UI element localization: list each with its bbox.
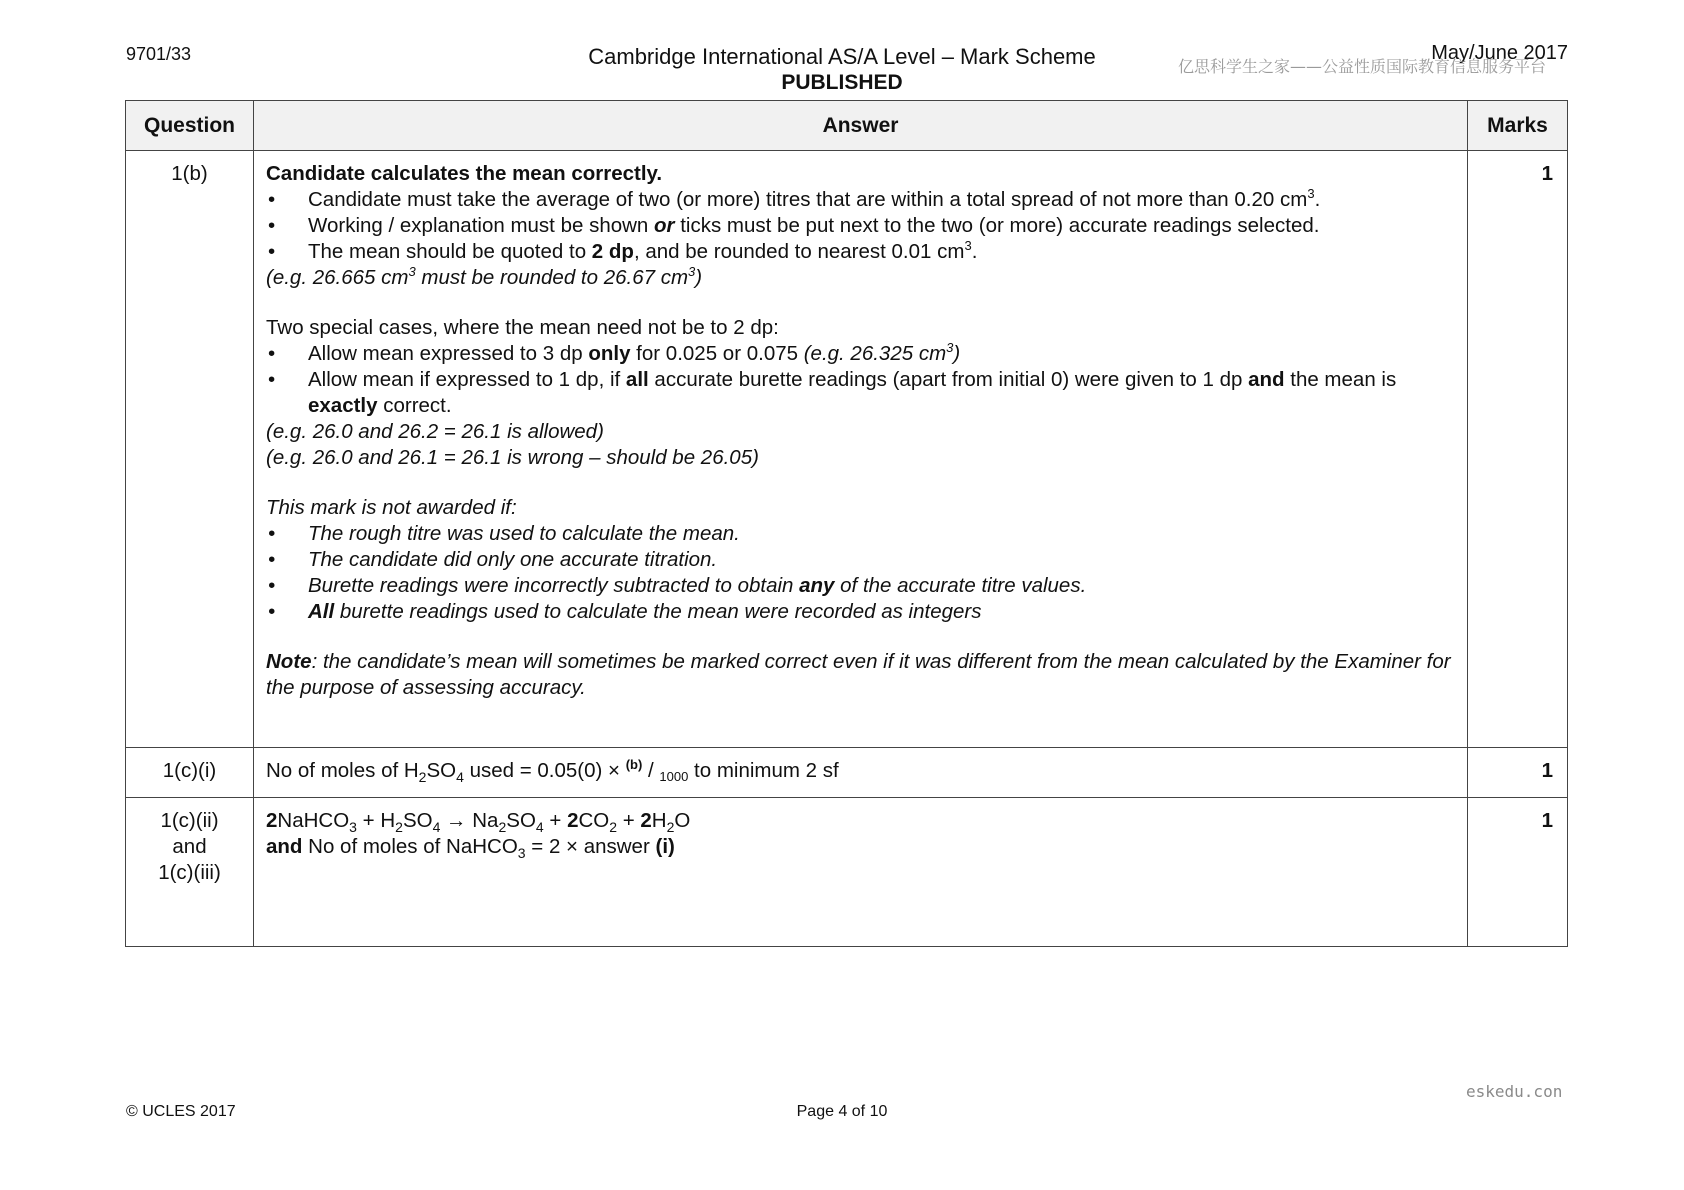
list-item: • The rough titre was used to calculate the mean. [266,521,1457,547]
special-cases-heading: Two special cases, where the mean need not be to 2 dp: [266,316,779,339]
answer-heading: Candidate calculates the mean correctly. [266,162,663,185]
example-text: (e.g. 26.665 $cm^3$ must be rounded to 26.67 $cm^3$) [266,264,703,289]
site-watermark: eskedu.con [1466,1082,1563,1101]
list-item: • Candidate must take the average of two (or more) titres that are within a total spread of not more than 0.20 $cm^3$. [266,187,1457,213]
list-item: • Allow mean expressed to 3 dp only for 0.025 or 0.075 (e.g. 26.325 $cm^3$) [266,341,1457,367]
table-row [126,151,1568,748]
answer-cell: No of moles of $H_2SO_4$ used = 0.05(0) × $^{(b)}$ / 1000 to minimum 2 sf [254,748,1468,798]
marks-value: 1 [1468,798,1568,947]
paper-code: 9701/33 [126,44,192,64]
answer-cell [254,151,1468,748]
not-awarded-heading: This mark is not awarded if: [266,496,517,519]
list-item: • All burette readings used to calculate the mean were recorded as integers [266,599,1457,625]
column-header-answer: Answer [254,101,1468,151]
moles-line: and No of moles of NaHCO$_3$ = 2 × answer (i) [266,835,675,862]
header-subtitle: PUBLISHED [781,71,903,94]
example-text: (e.g. 26.0 and 26.2 = 26.1 is allowed) [266,420,604,443]
column-header-question: Question [126,101,254,151]
list-item: • The mean should be quoted to 2 dp, and be rounded to nearest 0.01 $cm^3$. [266,239,1457,265]
question-number: 1(b) [126,151,254,748]
table-header-row [126,101,1568,151]
watermark-text: 亿思科学生之家——公益性质国际教育信息服务平台 [1178,57,1547,76]
marks-value: 1 [1468,748,1568,798]
list-item: • The candidate did only one accurate titration. [266,547,1457,573]
exam-session: May/June 2017 [1431,42,1568,64]
table-row [126,748,1568,798]
question-number: 1(c)(i) [126,748,254,798]
page-number: Page 4 of 10 [796,1103,888,1120]
criteria-list [266,187,1457,265]
copyright-notice: © UCLES 2017 [126,1103,236,1120]
list-item: • Allow mean if expressed to 1 dp, if all accurate burette readings (apart from initial 0) were given to 1 dp and the mean is exactly correct. [266,367,1457,419]
list-item: • Working / explanation must be shown or ticks must be put next to the two (or more) accurate readings selected. [266,213,1457,239]
mark-scheme-table [125,100,1568,947]
column-header-marks: Marks [1468,101,1568,151]
example-text: (e.g. 26.0 and 26.1 = 26.1 is wrong – should be 26.05) [266,446,759,469]
not-awarded-list [266,521,1457,625]
table-row [126,798,1568,947]
special-cases-list [266,341,1457,419]
answer-cell [254,798,1468,947]
note-text: Note: the candidate’s mean will sometimes be marked correct even if it was different from the mean calculated by the Examiner for the purpose of assessing accuracy. [266,650,1451,699]
marks-value: 1 [1468,151,1568,748]
header-title: Cambridge International AS/A Level – Mark Scheme [588,44,1096,69]
chemical-equation: 2NaHCO$_3$ + $H_2SO_4 \to Na_2SO_4 + 2CO_2 + 2H_2O$ [266,809,691,836]
list-item: • Burette readings were incorrectly subtracted to obtain any of the accurate titre values. [266,573,1457,599]
question-number: 1(c)(ii) and 1(c)(iii) [126,798,254,947]
